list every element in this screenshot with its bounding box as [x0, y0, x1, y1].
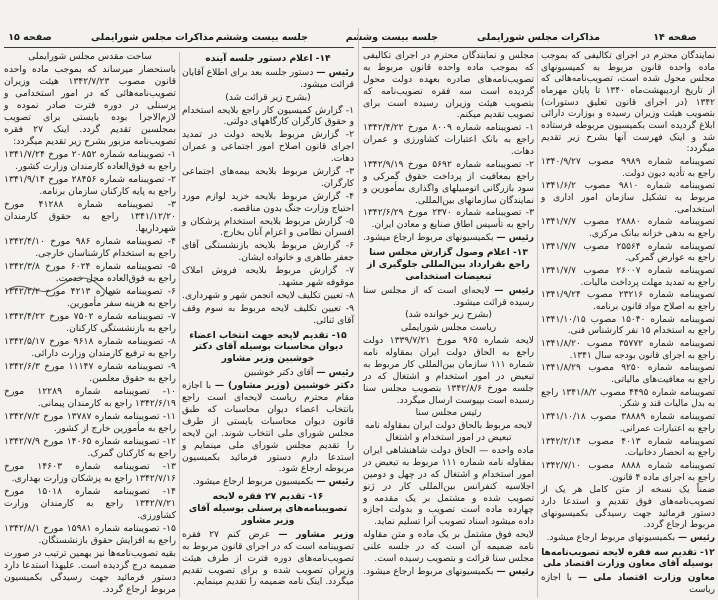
centered-line: (بشرح زیر خوانده شد)	[405, 310, 492, 321]
speaker-name: رئیس —	[496, 566, 534, 577]
speaker-name: رئیس —	[677, 532, 715, 543]
list-item: ۱- گزارش کمیسیون کار راجع بلایحه استخدام و حقوق کارگران کارگاههای دولتی.	[182, 105, 354, 128]
paragraph: نمایندگان محترم در اجرای تکالیفی که بموجب ماده واحده قانون مربوط به کمیسیونهای مجلس محول شده است، تصویب‌نامه‌هائی که از تاریخ اردیبهشت‌ماه ۱۳۴۰ تا پایان مهرماه ۱۳۴۲ (در اجرای قانون تعلیق دستورات) بتصویب هیئت وزیران رسیده و بوزارت دارائی ابلاغ گردیده است بکمیسیون مربوطه فرستاده شد و اینک فهرست آنها بشرح زیر تقدیم میگردد:	[541, 51, 715, 155]
list-item: تصویبنامه شماره ۱۵۰۴۰ مصوب ۱۳۴۱/۱۰/۱۵ راجع به استخدام ۱۵ نفر کارشناس فنی.	[541, 314, 715, 337]
section-heading: ۱۳- اعلام وصول گزارش مجلس سنا راجع بقرارداد بین‌المللی جلوگیری از تبعیضات استخدامی	[367, 248, 530, 282]
speaker-text: عرض کنم ۲۷ فقره تصویبنامه است که در اجرای قانون مربوط به تصویب‌نامه‌های دوره فترت از طرف هیئت وزیران تصویب شده و برای تصویب تقدیم میگردد. اینک نامه ضمیمه را تقدیم مینمایم.	[182, 529, 354, 588]
speaker-paragraph	[182, 68, 354, 92]
session-label-left: جلسه بیست وششم	[215, 32, 308, 43]
list-item: ۳- تصویبنامه شماره ۲۳۷۰ مورخ ۱۳۴۲/۶/۲۹ راجع به تأسیس اطاق صنایع و معادن ایران.	[363, 208, 534, 231]
publication-title-right: مذاکرات مجلس شورایملی	[477, 32, 600, 43]
list-item: ۹- تعیین تکلیف لایحه مربوط به سوم وقف آقای ثنائی.	[182, 303, 354, 326]
page-gutter	[358, 28, 359, 600]
list-item: ۵- گزارش مربوط بلایحه استخدام پزشکان و افسران نظامی و اعزام آنان بخارج.	[182, 216, 354, 239]
speaker-text: با اجازه مقام محترم ریاست لایحه‌ای است راجع بانتخاب اعضاء دیوان محاسبات که طبق قانون دیوان محاسبات بایستی از طرف مجلس شورای ملی انتخاب شوند. این لایحه را تقدیم مجلس شورای ملی مینمایم و استدعا دارم دستور فرمائید بکمیسیون مربوطه ارجاع شود.	[182, 381, 354, 475]
paragraph: لایحه شماره ۹۶۵ مورخ ۱۳۳۹/۷/۲۱ دولت راجع به الحاق دولت ایران بمقاوله نامه شماره ۱۱۱ سازمان بین‌المللی کار مربوط به تبعیض در امور استخدام و اشتغال که در جلسه مورخ ۱۳۴۲/۸/۶ بتصویب مجلس سنا رسیده است بپیوست ارسال میگردد.	[363, 336, 534, 406]
list-item: تصویبنامه شماره ۴۰۱۳ مصوب ۱۳۴۲/۲/۱۴ راجع به انحصار دخانیات.	[541, 436, 715, 459]
list-item: ۱۱- تصویبنامه شماره ۱۳۷۸۷ مورخ ۱۳۴۲/۷/۲ راجع به مأمورین خارج از کشور.	[4, 411, 176, 434]
speaker-text: آقای دکتر خوشبین	[244, 368, 314, 379]
list-item: تصویبنامه شماره ۲۵۵۶۴ مصوب ۱۳۴۱/۷/۷ راجع به عوارض گمرکی.	[541, 241, 715, 264]
list-item: ۱۴- تصویبنامه شماره ۱۵۰۱۸ مورخ ۱۳۴۲/۷/۲۱ راجع به کارمندان وزارت کشاورزی.	[4, 486, 177, 521]
list-item: تصویبنامه شماره ۹۹۸۹ مصوب ۱۳۴۰/۹/۲۷ راجع به تأدیه دیون دولت.	[541, 157, 715, 179]
speaker-paragraph	[541, 573, 715, 596]
speaker-paragraph	[363, 233, 534, 245]
list-item: تصویبنامه شماره ۹۲۵۰ مصوب ۱۳۴۱/۸/۲۹ راجع به معافیت‌های مالیاتی.	[541, 363, 715, 386]
list-item: تصویبنامه شماره ۲۶۰۰۷ مصوب ۱۳۴۱/۷/۷ راجع به تمدید مهلت پرداخت مالیات.	[541, 266, 715, 288]
list-item: ۴- تصویبنامه شماره ۹۸۶ مورخ ۱۳۴۲/۴/۱۰ راجع به استخدام کارشناسان خارجی.	[4, 236, 176, 259]
speaker-name: رئیس —	[316, 368, 354, 379]
centered-line: ساحت مقدس مجلس شورایملی	[28, 51, 152, 62]
section-heading: ۱۶- تقدیم ۲۷ فقره لایحه تصویبنامه‌های پرسنلی بوسیله آقای وزیر مشاور	[188, 492, 348, 526]
paragraph: باستحضار میرساند که بموجب ماده واحده قانون مصوب ۱۳۴۲/۷/۲۳ هیئت وزیران تصویب‌نامه‌هائی که در امور استخدامی و پرسنلی در دوره فترت صادر نموده و لازم‌الاجرا بوده بایستی برای تصویب بمجلسین تقدیم گردد. اینک ۲۷ فقره تصویب‌نامه مزبور بشرح زیر تقدیم میگردد:	[4, 64, 176, 147]
page-number-14: صفحه ۱۴	[653, 32, 697, 43]
page-number-15: صفحه ۱۵	[8, 32, 52, 43]
list-item: ۲- تصویبنامه شماره ۲۸۴۵۶ مورخ ۱۳۴۱/۹/۱۴ راجع به پایه کارکنان سازمان برنامه.	[4, 174, 176, 197]
paragraph: بقیه تصویب‌نامه‌ها نیز بهمین ترتیب در صورت ضمیمه درج گردیده است. علیهذا استدعا دارد دستور فرمائید جهت رسیدگی بکمیسیون مربوط ارجاع گردد.	[4, 548, 176, 595]
list-item: ۳- تصویبنامه شماره ۴۱۲۸۸ مورخ ۱۳۴۱/۱۲/۲۰ راجع به حقوق کارمندان شهرداریها.	[4, 199, 177, 234]
list-item: ۸- تعیین تکلیف لایحه انجمن شهر و شهرداری.	[182, 290, 354, 301]
list-item: ۴- گزارش مربوط بلایحه خرید لوازم مورد احتیاج وزارت جنگ بدون مناقصه.	[182, 191, 354, 214]
speaker-paragraph	[182, 381, 354, 476]
page15-column-left	[4, 51, 176, 597]
page15-column-right	[182, 51, 354, 597]
list-item: ۷- گزارش مربوط بلایحه فروش املاک موقوفه شهر مشهد.	[182, 266, 354, 289]
list-item: ۹- تصویبنامه شماره ۱۱۱۴۷ مورخ ۱۳۴۲/۶/۳ راجع به حقوق معلمین.	[4, 361, 176, 384]
page14-column-right	[541, 51, 715, 597]
speaker-text: بکمیسیونهای مربوط ارجاع میشود.	[363, 233, 494, 244]
handwritten-mark	[4, 268, 116, 302]
speaker-text: دستور جلسه بعد برای اطلاع آقایان قرائت میشود.	[182, 67, 354, 90]
speaker-paragraph	[363, 567, 534, 579]
page14-column-left	[363, 51, 534, 597]
speaker-name: معاون وزارت اقتصاد ملی —	[578, 572, 715, 583]
speaker-text: با اجازه ریاست	[541, 572, 715, 595]
section-heading: ۱۵- تقدیم لایحه جهت انتخاب اعضاء دیوان محاسبات بوسیله آقای دکتر خوشبین وزیر مشاور	[189, 330, 347, 365]
list-item: ۲- گزارش مربوط بلایحه دولت در تمدید اجرای قانون اصلاح امور اجتماعی و عمران دهات.	[182, 130, 354, 165]
list-item: ۶- تصویبنامه شماره ۴۲۱۳ مورخ ۱۳۴۲/۲/۲ راجع به هزینه سفر مأمورین.	[4, 286, 176, 309]
paragraph: مجلس و نمایندگان محترم در اجرای تکالیفی که بموجب ماده واحده قانون مربوط به تصویب‌نامه‌های صادره بعهده دولت محول گردیده است سه فقره تصویب‌نامه که بتصویب هیئت وزیران رسیده است برای تصویب تقدیم میکنم.	[363, 51, 534, 121]
speaker-name: وزیر مشاور —	[278, 529, 354, 540]
speaker-paragraph	[182, 530, 354, 589]
list-item: ۶- گزارش مربوط بلایحه بازنشستگی آقای جعفر طاهری و خانواده ایشان.	[182, 241, 354, 264]
speaker-name: رئیس —	[496, 233, 534, 244]
speaker-text: بکمیسیونهای مربوط ارجاع میشود.	[546, 532, 676, 543]
list-item: ۷- تصویبنامه شماره ۷۵۰۲ مورخ ۱۳۴۲/۴/۲۲ راجع به بازنشستگی کارکنان.	[4, 311, 176, 334]
speaker-text: بکمیسیونهای مربوط ارجاع میشود.	[363, 566, 494, 577]
speaker-name: دکتر خوشبین (وزیر مشاور) —	[214, 381, 355, 392]
list-item: ۲- تصویبنامه شماره ۵۶۹۲ مورخ ۱۳۴۲/۹/۱۹ راجع بمعافیت از پرداخت حقوق گمرکی و سود بازرگانی اتومبیلهای واگذاری بمأمورین و نمایندگان سازمانهای بین‌المللی.	[363, 159, 534, 206]
paragraph: لایحه فوق مشتمل بر یک ماده و متن مقاوله نامه ضمیمه آن است که در جلسه علنی مجلس سنا قرائت و بتصویب رسیده است.	[363, 530, 534, 564]
speaker-text: لایحه‌ای است که از مجلس سنا رسیده قرائت میشود.	[363, 285, 534, 308]
list-item: ۱۰- تصویبنامه شماره ۱۲۲۸۹ مورخ ۱۳۴۲/۶/۱۹ راجع به کارمندان پیمانی.	[4, 386, 177, 409]
speaker-text: بکمیسیون مربوط ارجاع میشود.	[192, 477, 314, 488]
list-item: ۱۲- تصویبنامه شماره ۱۴۰۶۵ مورخ ۱۳۴۲/۷/۹ راجع به کارکنان گمرک.	[4, 436, 176, 459]
centered-line: رئیس مجلس سنا	[415, 408, 482, 419]
section-heading: ۱۲- تقدیم سه فقره لایحه تصویب‌نامه‌ها بوسیله آقای معاون وزارت اقتصاد ملی	[541, 547, 715, 570]
speaker-paragraph	[541, 533, 715, 545]
list-item: ۸- تصویبنامه شماره ۹۶۱۸ مورخ ۱۳۴۲/۵/۱۷ راجع به ترفیع کارمندان وزارت دارائی.	[4, 336, 176, 359]
list-item: تصویبنامه شماره ۳۵۷۷۲ مصوب ۱۳۴۱/۸/۲۰ راجع به اجرای قانون بودجه سال ۱۳۴۱.	[541, 339, 715, 361]
column-divider-right-page	[537, 52, 538, 598]
list-item: تصویبنامه شماره ۳۸۸۸۹ مصوب ۱۳۴۱/۱۰/۱۸ راجع به اعتبارات عمرانی.	[541, 412, 715, 434]
list-item: ۱- تصویبنامه شماره ۸۰۰۹ مورخ ۱۳۴۲/۴/۲۲ راجع به بانک اعتبارات کشاورزی و عمران دهات.	[363, 123, 534, 157]
session-label-right: جلسه بیست وششم	[345, 32, 438, 43]
header-rule-right	[362, 47, 716, 48]
header-rule-left	[4, 47, 354, 48]
speaker-name: رئیس —	[316, 67, 355, 78]
list-item: ۵- تصویبنامه شماره ۶۰۲۴ مورخ ۱۳۴۲/۳/۸ راجع به فوق‌العاده محل خدمت.	[4, 261, 176, 284]
list-item: ۳- گزارش مربوط بلایحه بیمه‌های اجتماعی کارگران.	[182, 167, 354, 189]
speaker-paragraph	[182, 368, 354, 380]
section-heading: ۱۴- اعلام دستور جلسه آینده	[205, 54, 331, 64]
list-item: تصویبنامه شماره ۲۳۲۱۶ مصوب ۱۳۴۱/۹/۲۴ راجع به اصلاح مواد قانون برنامه.	[541, 290, 715, 313]
list-item: تصویبنامه شماره ۲۸۸۸۰ مصوب ۱۳۴۱/۷/۷ راجع به بدهی خزانه ببانک مرکزی.	[541, 217, 715, 240]
centered-line: ریاست مجلس شورایملی	[400, 323, 497, 334]
publication-title-left: مذاکرات مجلس شورایملی	[91, 32, 214, 43]
list-item: تصویبنامه شماره ۹۸۱۰ مصوب ۱۳۴۱/۶/۲ مربوط به تشکیل سازمان امور اداری و استخدامی.	[541, 181, 715, 215]
centered-line: (بشرح زیر قرائت شد)	[225, 92, 311, 103]
paragraph: ضمناً یک نسخه از متن کامل هر یک از تصویب‌نامه‌های فوق تقدیم و استدعا دارد دستور فرمائید جهت رسیدگی بکمیسیونهای مربوط ارجاع گردد.	[541, 485, 715, 531]
column-divider-left-page	[179, 52, 180, 598]
list-item: تصویبنامه شماره ۴۴۹۵ مصوب ۱۳۴۱/۸/۲ راجع به بدل مالیات قند و شکر.	[541, 387, 715, 410]
list-item: ۱- تصویبنامه شماره ۲۰۸۵۲ مورخ ۱۳۴۱/۷/۲۴ راجع به فوق‌العاده کارمندان وزارت کشور.	[4, 149, 176, 172]
speaker-name: رئیس —	[494, 285, 535, 296]
paragraph: ماده واحده — الحاق دولت شاهنشاهی ایران بمقاوله نامه شماره ۱۱۱ مربوط به تبعیض در امور استخدام و اشتغال که در چهل و دومین اجلاسیه کنفرانس بین‌المللی کار در ژنو تصویب شده و مشتمل بر یک مقدمه و چهارده ماده است تصویب و بدولت اجازه داده میشود اسناد تصویب آنرا تسلیم نماید.	[363, 446, 535, 528]
list-item: تصویبنامه شماره ۸۸۸۸ مصوب ۱۳۴۲/۷/۱۰ راجع به اجرای ماده ۴ قانون.	[541, 460, 715, 483]
speaker-paragraph	[182, 477, 354, 489]
list-item: ۱۳- تصویبنامه شماره ۱۴۶۰۳ مورخ ۱۳۴۲/۷/۱۶ راجع به پزشکان وزارت بهداری.	[4, 461, 177, 484]
centered-line: لایحه مربوط بالحاق دولت ایران بمقاوله نامه تبعیض در امور استخدام و اشتغال	[364, 421, 533, 444]
speaker-name: رئیس —	[316, 477, 354, 488]
list-item: ۱۵- تصویبنامه شماره ۱۵۹۸۱ مورخ ۱۳۴۲/۸/۱ راجع به افزایش حقوق بازنشستگان.	[4, 523, 176, 546]
speaker-paragraph	[363, 286, 534, 310]
